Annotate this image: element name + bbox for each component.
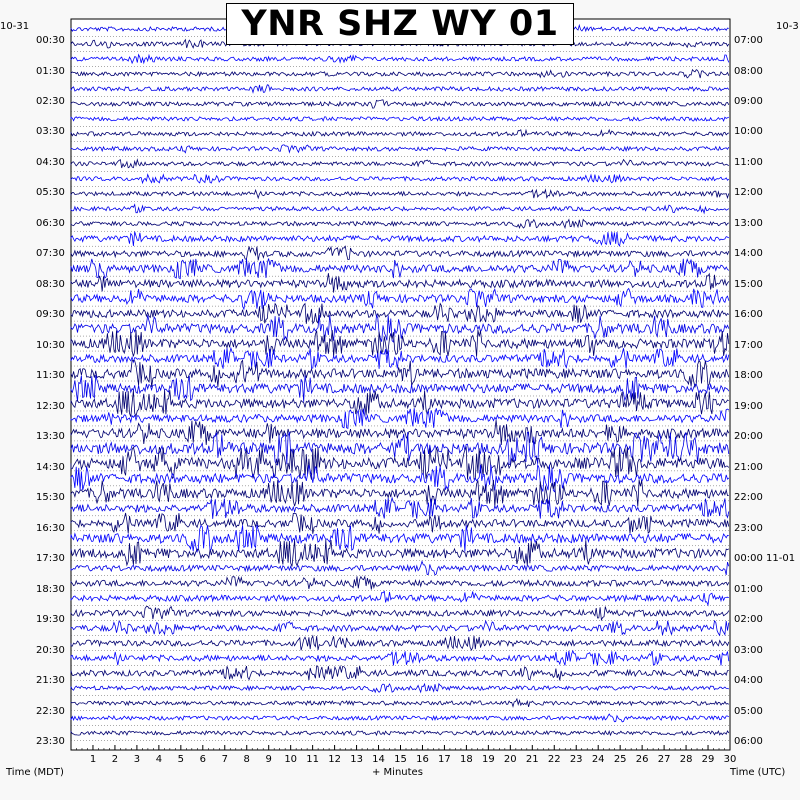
right-time-label: 13:00 [734,217,763,229]
x-tick-label: 7 [221,754,228,765]
right-time-label: 09:00 [734,96,763,107]
x-tick-label: 23 [569,754,583,765]
x-tick-label: 12 [328,754,341,765]
right-time-label: 16:00 [734,309,763,321]
x-tick-label: 5 [177,754,184,765]
right-axis-label: Time (UTC) [730,767,786,778]
left-time-label: 06:30 [36,217,65,229]
x-tick-label: 16 [416,754,429,765]
left-time-label: 10:30 [36,339,65,351]
x-tick-label: 18 [460,754,473,765]
right-time-label: 03:00 [734,644,763,656]
right-time-label: 21:00 [734,461,763,473]
right-time-label: 06:00 [734,736,763,747]
title-box [226,3,574,45]
right-time-label: 05:00 [734,705,763,717]
x-tick-label: 25 [613,754,627,765]
right-time-label: 07:00 [734,35,763,46]
x-tick-label: 3 [133,754,141,765]
x-tick-label: 26 [635,754,649,765]
x-tick-label: 1 [89,754,97,765]
start-date-right: 10-3 [776,21,799,32]
chart-title: YNR SHZ WY 01 [241,4,559,44]
left-time-label: 14:30 [36,461,65,473]
x-tick-label: 11 [306,754,319,765]
left-time-label: 13:30 [36,431,65,443]
left-time-label: 05:30 [36,187,65,199]
x-tick-label: 28 [679,754,693,765]
left-time-label: 08:30 [36,278,65,290]
x-tick-label: 9 [265,754,272,765]
x-tick-label: 15 [394,754,407,765]
x-tick-label: 2 [111,754,119,765]
x-tick-label: 24 [591,754,605,765]
left-time-label: 22:30 [36,705,65,717]
left-time-label: 12:30 [36,400,65,412]
x-tick-label: 21 [525,754,539,765]
right-time-label: 18:00 [734,370,763,382]
right-time-label: 10:00 [734,126,763,138]
right-time-label: 04:00 [734,675,763,686]
right-time-label: 17:00 [734,339,763,351]
left-time-label: 18:30 [36,583,65,595]
bottom-axis-label: + Minutes [372,767,423,778]
left-time-label: 11:30 [36,370,65,382]
left-time-label: 19:30 [36,614,65,626]
right-time-label: 19:00 [734,400,763,412]
x-tick-label: 19 [482,754,495,765]
left-time-label: 16:30 [36,522,65,534]
x-tick-label: 29 [701,754,715,765]
x-tick-label: 6 [199,754,206,765]
right-time-label: 01:00 [734,583,763,595]
x-tick-label: 17 [438,754,451,765]
left-time-label: 07:30 [36,248,65,260]
x-tick-label: 4 [155,754,163,765]
right-time-label: 22:00 [734,492,763,504]
right-time-label: 12:00 [734,187,763,199]
left-time-label: 04:30 [36,156,65,168]
right-time-label: 00:00 11-01 [734,553,796,565]
left-time-label: 01:30 [36,65,65,77]
x-tick-label: 14 [372,754,385,765]
right-time-label: 11:00 [734,156,763,168]
left-time-label: 15:30 [36,492,65,504]
left-time-label: 09:30 [36,309,65,321]
left-time-label: 20:30 [36,644,65,656]
right-time-label: 23:00 [734,522,763,534]
left-time-label: 00:30 [36,35,65,46]
right-time-label: 02:00 [734,614,763,626]
right-time-label: 14:00 [734,248,763,260]
x-tick-label: 20 [503,754,517,765]
right-time-label: 08:00 [734,65,763,77]
start-date-left: 10-31 [0,21,30,32]
right-time-label: 20:00 [734,431,763,443]
left-time-label: 23:30 [36,736,65,747]
x-tick-label: 22 [547,754,561,765]
x-tick-label: 13 [350,754,363,765]
x-tick-label: 30 [723,754,737,765]
x-tick-label: 27 [657,754,671,765]
left-time-label: 02:30 [36,96,65,107]
left-time-label: 03:30 [36,126,65,138]
right-time-label: 15:00 [734,278,763,290]
x-tick-label: 8 [243,754,250,765]
left-axis-label: Time (MDT) [6,767,64,778]
left-time-label: 21:30 [36,675,65,686]
x-tick-label: 10 [284,754,298,765]
left-time-label: 17:30 [36,553,65,565]
